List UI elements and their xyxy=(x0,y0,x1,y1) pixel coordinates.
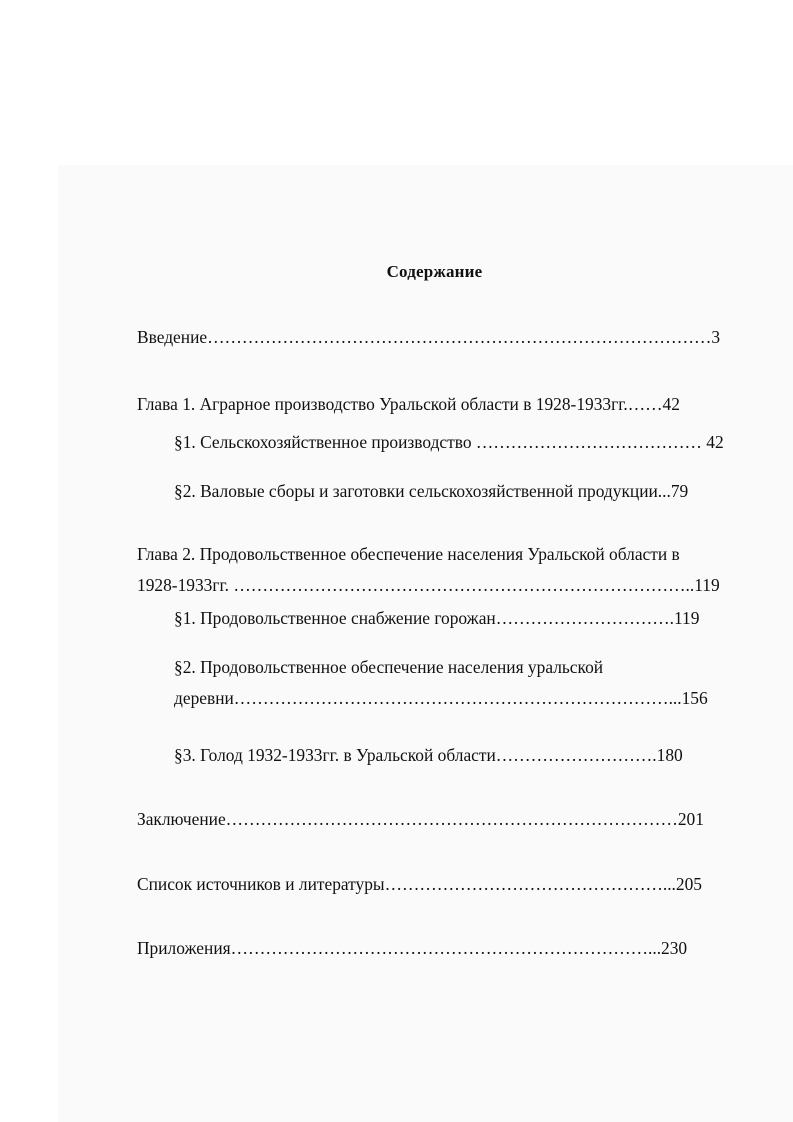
toc-entry-ch1-section-1: §1. Сельскохозяйственное производство ………………………………… 42 xyxy=(174,432,724,452)
toc-entry-ch2-section-1: §1. Продовольственное снабжение горожан………………………….119 xyxy=(174,608,700,628)
toc-entry-ch2-section-2-line-1: §2. Продовольственное обеспечение населения уральской xyxy=(174,657,604,677)
toc-entry-sources: Список источников и литературы…………………………………………...205 xyxy=(137,874,702,894)
toc-entry-appendices: Приложения………………………………………………………………...230 xyxy=(137,938,688,958)
toc-entry-ch1-section-2: §2. Валовые сборы и заготовки сельскохозяйственной продукции...79 xyxy=(174,481,689,501)
toc-entry-chapter-2-line-2: 1928-1933гг. ……………………………………………………………………..119 xyxy=(137,575,720,595)
toc-entry-ch2-section-2-line-2: деревни…………………………………………………………………...156 xyxy=(174,688,708,708)
toc-entry-chapter-2-line-1: Глава 2. Продовольственное обеспечение населения Уральской области в xyxy=(137,544,680,564)
toc-entry-ch2-section-3: §3. Голод 1932-1933гг. в Уральской области……………………….180 xyxy=(174,745,683,765)
toc-entry-conclusion: Заключение……………………………………………………………………201 xyxy=(137,809,704,829)
scan-background xyxy=(58,165,793,1122)
page-title: Содержание xyxy=(386,262,483,281)
toc-entry-chapter-1: Глава 1. Аграрное производство Уральской области в 1928-1933гг.……42 xyxy=(137,394,680,414)
toc-entry-introduction: Введение……………………………………………………………………………3 xyxy=(137,327,721,347)
